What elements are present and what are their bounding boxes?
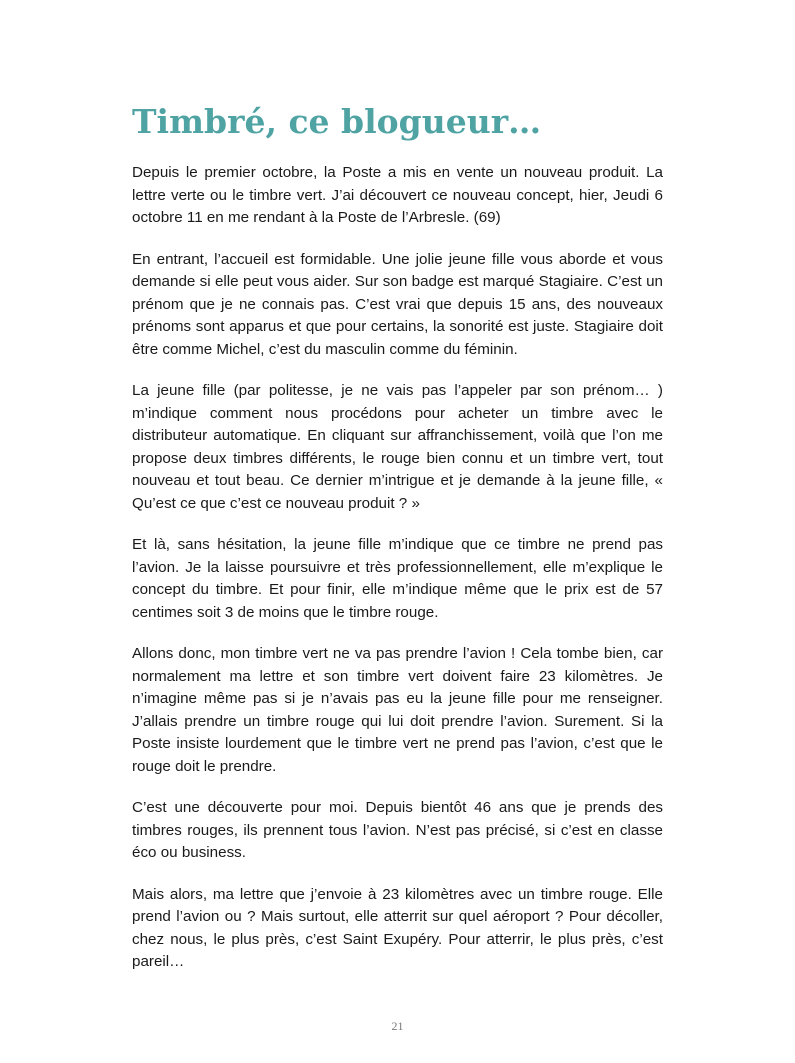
paragraph: Allons donc, mon timbre vert ne va pas prendre l’avion ! Cela tombe bien, car normalement ma lettre et son timbre vert doivent faire 23 kilomètres. Je n’imagine même pas si je n’avais pas eu la jeune fille pour me renseigner. J’allais prendre un timbre rouge qui lui doit prendre l’avion. Surement. Si la Poste insiste lourdement que le timbre vert ne prend pas l’avion, c’est que le rouge doit le prendre.	[132, 645, 663, 775]
paragraph: En entrant, l’accueil est formidable. Une jolie jeune fille vous aborde et vous demande si elle peut vous aider. Sur son badge est marqué Stagiaire. C’est un prénom que je ne connais pas. C’est vrai que depuis 15 ans, des nouveaux prénoms sont apparus et que pour certains, la sonorité est juste. Stagiaire doit être comme Michel, c’est du masculin comme du féminin.	[132, 250, 663, 358]
paragraph: La jeune fille (par politesse, je ne vais pas l’appeler par son prénom… ) m’indique comment nous procédons pour acheter un timbre avec le distributeur automatique. En cliquant sur affranchissement, voilà que l’on me propose deux timbres différents, le rouge bien connu et un timbre vert, tout nouveau et tout beau. Ce dernier m’intrigue et je demande à la jeune fille, « Qu’est ce que c’est ce nouveau produit ? »	[132, 382, 663, 512]
paragraph: C’est une découverte pour moi. Depuis bientôt 46 ans que je prends des timbres rouges, ils prennent tous l’avion. N’est pas précisé, si c’est en classe éco ou business.	[132, 799, 663, 861]
paragraph: Mais alors, ma lettre que j’envoie à 23 kilomètres avec un timbre rouge. Elle prend l’avion ou ? Mais surtout, elle atterrit sur quel aéroport ? Pour décoller, chez nous, le plus près, c’est Saint Exupéry. Pour atterrir, le plus près, c’est pareil…	[132, 885, 663, 970]
article-body	[132, 162, 663, 993]
article-title: Timbré, ce blogueur…	[132, 102, 542, 141]
page-number: 21	[391, 1019, 404, 1033]
paragraph: Et là, sans hésitation, la jeune fille m’indique que ce timbre ne prend pas l’avion. Je la laisse poursuivre et très professionnellement, elle m’explique le concept du timbre. Et pour finir, elle m’indique même que le prix est de 57 centimes soit 3 de moins que le timbre rouge.	[132, 536, 663, 621]
paragraph: Depuis le premier octobre, la Poste a mis en vente un nouveau produit. La lettre verte ou le timbre vert. J’ai découvert ce nouveau concept, hier, Jeudi 6 octobre 11 en me rendant à la Poste de l’Arbresle. (69)	[132, 164, 663, 226]
